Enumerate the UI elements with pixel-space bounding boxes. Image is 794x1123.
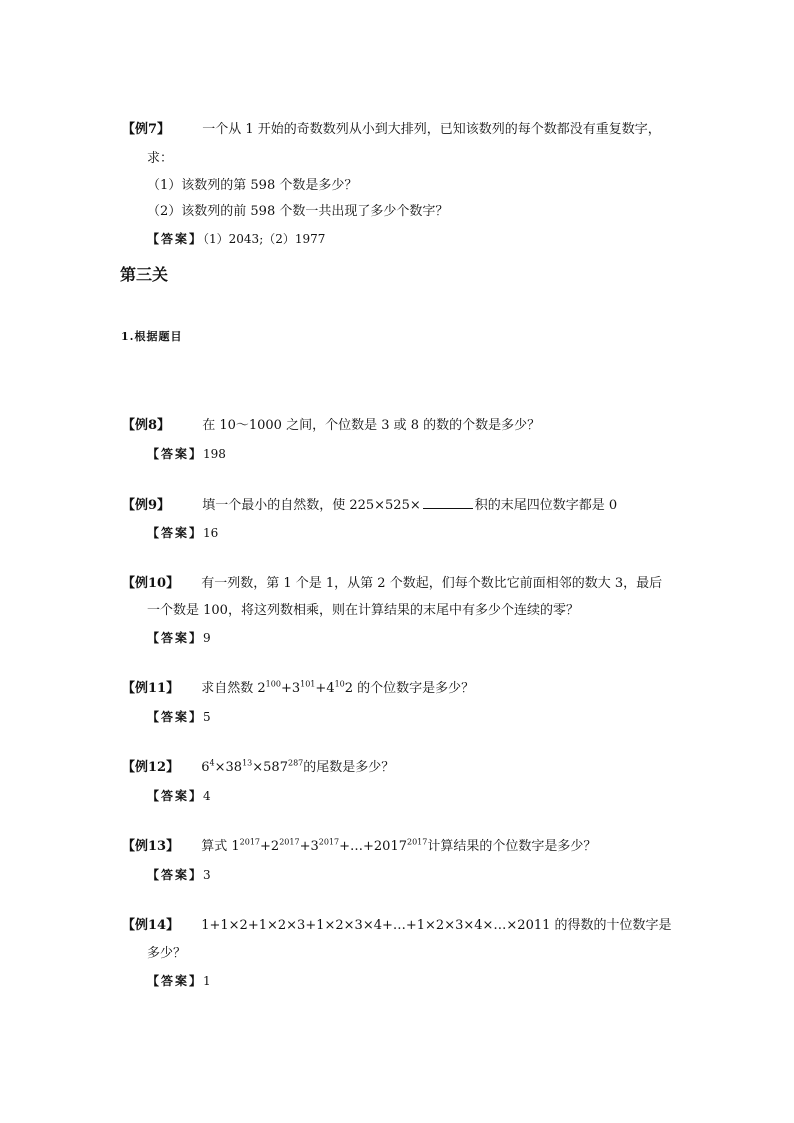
answer-label: 【答案】 (147, 232, 204, 246)
answer-label: 【答案】 (147, 789, 204, 803)
subheading: 1.根据题目 (121, 330, 183, 343)
q-base: 38 (225, 760, 243, 775)
example-10-question-line2: 一个数是 100，将这列数相乘，则在计算结果的末尾中有多少个连续的零？ (147, 603, 579, 618)
answer-value: 1 (203, 974, 211, 988)
example-7-subquestion-1: （1）该数列的第 598 个数是多少？ (147, 178, 358, 193)
example-11-tag: 【例11】 (122, 681, 180, 696)
example-8-answer (147, 445, 226, 464)
answer-value: 5 (203, 710, 211, 724)
example-14-question-line2: 多少？ (147, 946, 187, 961)
example-9-question-pre: 填一个最小的自然数，使 225×525× (202, 498, 421, 513)
example-14-tag: 【例14】 (122, 918, 180, 933)
example-9-tag: 【例9】 (122, 498, 171, 513)
q-exponent: 10 (334, 679, 345, 689)
q-text: 的尾数是多少？ (303, 760, 395, 775)
example-14-answer (147, 972, 211, 991)
example-7-answer (147, 230, 325, 249)
q-op: + (299, 839, 311, 854)
example-8-question: 在 10～1000 之间，个位数是 3 或 8 的数的个数是多少？ (202, 418, 541, 433)
example-12 (122, 759, 394, 777)
answer-label: 【答案】 (147, 974, 204, 988)
answer-label: 【答案】 (147, 710, 204, 724)
q-op: + (280, 681, 292, 696)
answer-label: 【答案】 (147, 631, 204, 645)
example-7-tag: 【例7】 (122, 122, 171, 137)
example-11-answer (147, 708, 211, 727)
example-10-tag: 【例10】 (122, 576, 180, 591)
q-op: + (315, 681, 327, 696)
example-9-answer (147, 524, 218, 543)
example-12-question (201, 760, 394, 775)
example-7-question-line2: 求： (147, 151, 174, 166)
example-12-answer (147, 787, 211, 806)
q-exponent: 287 (287, 758, 304, 768)
q-base: 4 (326, 681, 335, 696)
q-base: 2017 (373, 839, 407, 854)
q-base: 587 (263, 760, 288, 775)
q-base: 3 (310, 839, 319, 854)
example-10 (122, 575, 662, 593)
q-text: 算式 (201, 839, 232, 854)
q-op: + (260, 839, 271, 854)
answer-value: 9 (203, 631, 211, 645)
example-11 (122, 680, 474, 698)
example-12-tag: 【例12】 (122, 760, 180, 775)
example-14 (122, 917, 672, 935)
example-8-tag: 【例8】 (122, 418, 171, 433)
section-title: 第三关 (120, 265, 169, 284)
q-exponent: 2017 (407, 837, 428, 847)
q-exponent: 101 (300, 679, 316, 689)
example-9-question-post: 积的末尾四位数字都是 0 (474, 498, 618, 513)
q-text: 求自然数 (201, 681, 258, 696)
answer-blank (423, 496, 473, 509)
q-exponent: 2017 (239, 837, 261, 847)
answer-value: （1）2043;（2）1977 (203, 232, 326, 246)
q-exponent: 2017 (318, 837, 340, 847)
example-10-answer (147, 629, 211, 648)
example-13 (122, 838, 596, 856)
q-text: 计算结果的个位数字是多少？ (427, 839, 597, 854)
q-text: 2 的个位数字是多少？ (344, 681, 475, 696)
q-exponent: 100 (265, 679, 281, 689)
answer-value: 16 (203, 526, 219, 540)
example-11-question (201, 681, 474, 696)
example-9 (122, 496, 617, 515)
answer-label: 【答案】 (147, 868, 204, 882)
example-13-question (201, 839, 596, 854)
example-7 (122, 121, 661, 139)
q-base: 2 (270, 839, 280, 854)
answer-value: 198 (203, 447, 226, 461)
answer-label: 【答案】 (147, 447, 204, 461)
example-7-subquestion-2: （2）该数列的前 598 个数一共出现了多少个数字？ (147, 204, 449, 219)
example-13-answer (147, 866, 211, 885)
q-base: 1 (231, 839, 240, 854)
q-op: × (214, 760, 226, 775)
example-13-tag: 【例13】 (122, 839, 180, 854)
q-exponent: 4 (209, 758, 215, 768)
answer-label: 【答案】 (147, 526, 204, 540)
answer-value: 4 (203, 789, 211, 803)
q-base: 2 (257, 681, 266, 696)
q-base: 3 (291, 681, 301, 696)
q-exponent: 2017 (279, 837, 300, 847)
example-14-question-line1: 1+1×2+1×2×3+1×2×3×4+…+1×2×3×4×…×2011 的得数的十位数字是 (201, 918, 672, 933)
example-10-question-line1: 有一列数，第 1 个是 1，从第 2 个数起，们每个数比它前面相邻的数大 3，最后 (201, 576, 663, 591)
example-8 (122, 417, 540, 435)
q-op: +…+ (339, 839, 374, 854)
q-base: 6 (201, 760, 210, 775)
q-op: × (252, 760, 264, 775)
example-7-question-line1: 一个从 1 开始的奇数数列从小到大排列，已知该数列的每个数都没有重复数字， (202, 122, 661, 137)
q-exponent: 13 (242, 758, 253, 768)
answer-value: 3 (203, 868, 211, 882)
